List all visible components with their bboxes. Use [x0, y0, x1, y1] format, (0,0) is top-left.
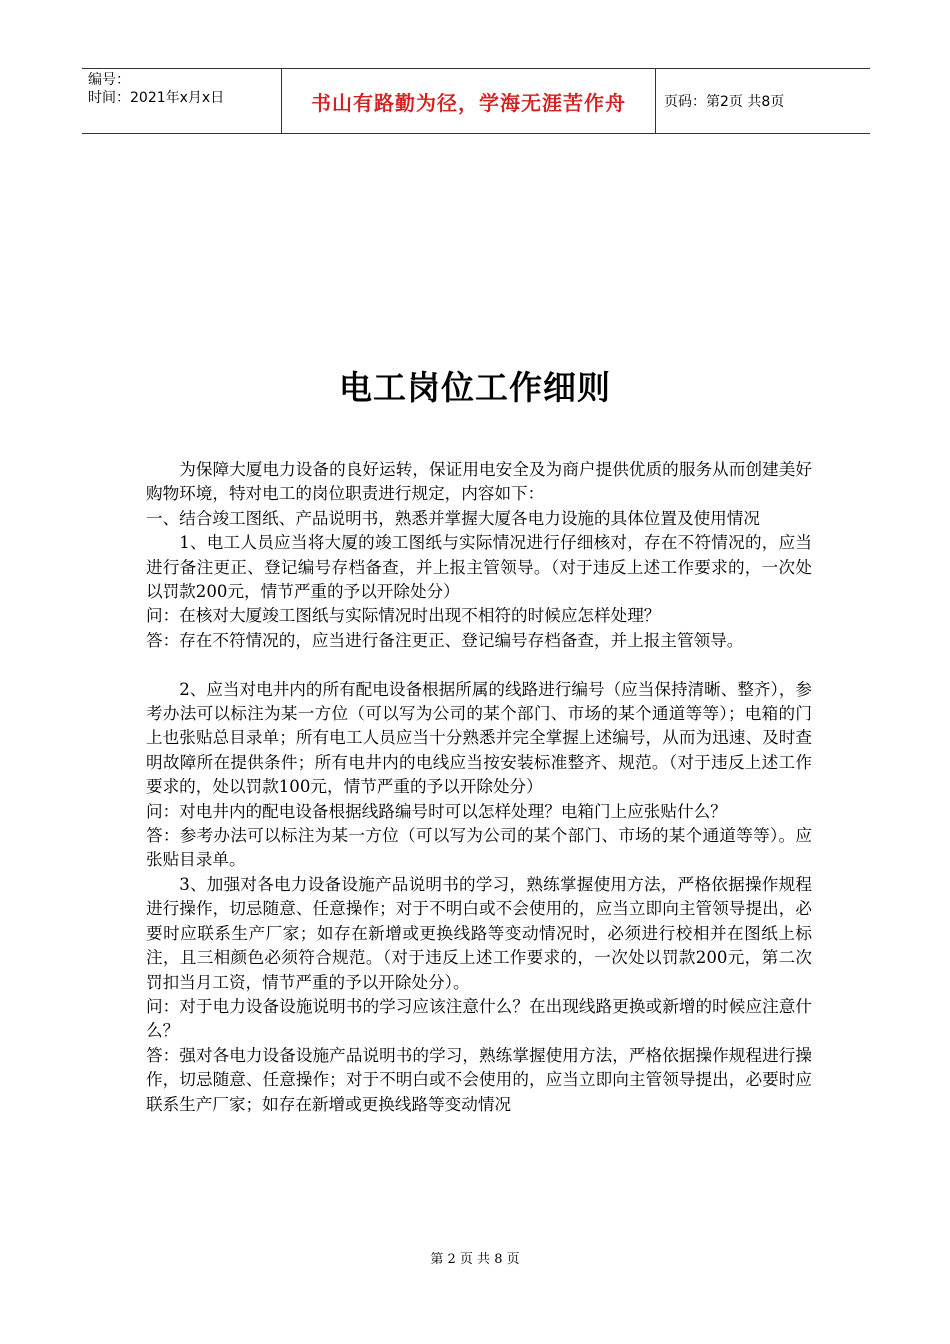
paragraph: 问：对电井内的配电设备根据线路编号时可以怎样处理？电箱门上应张贴什么？: [146, 801, 727, 821]
paragraph: 一、结合竣工图纸、产品说明书，熟悉并掌握大厦各电力设施的具体位置及使用情况: [146, 508, 760, 528]
paragraph: 3、加强对各电力设备设施产品说明书的学习，熟练掌握使用方法，严格依据操作规程进行操作，切忌随意、任意操作；对于不明白或不会使用的，应当立即向主管领导提出，必要时应联系生产厂家；如存在新增或更换线路等变动情况时，必须进行校相并在图纸上标注，且三相颜色必须符合规范。（对于违反上述工作要求的，一次处以罚款200元，第二次罚扣当月工资，情节严重的予以开除处分）。: [146, 874, 812, 992]
paragraph: 答：存在不符情况的，应当进行备注更正、登记编号存档备查，并上报主管领导。: [146, 630, 744, 650]
paragraph: [146, 653, 812, 677]
page-footer: 第 2 页 共 8 页: [430, 1252, 520, 1267]
date-label: 时间：2021年x月x日: [88, 90, 225, 106]
page-header: [82, 68, 870, 134]
paragraph: 为保障大厦电力设备的良好运转，保证用电安全及为商户提供优质的服务从而创建美好购物环境，特对电工的岗位职责进行规定，内容如下：: [146, 460, 812, 504]
paragraph: 1、电工人员应当将大厦的竣工图纸与实际情况进行仔细核对，存在不符情况的，应当进行备注更正、登记编号存档备查，并上报主管领导。（对于违反上述工作要求的，一次处以罚款200元，情节严重的予以开除处分）: [146, 533, 812, 602]
document-title: 电工岗位工作细则: [339, 368, 611, 407]
code-label: 编号：: [88, 72, 130, 88]
header-meta: [82, 69, 282, 133]
paragraph: 2、应当对电井内的所有配电设备根据所属的线路进行编号（应当保持清晰、整齐），参考办法可以标注为某一方位（可以写为公司的某个部门、市场的某个通道等等）；电箱的门上也张贴总目录单；所有电工人员应当十分熟悉并完全掌握上述编号，从而为迅速、及时查明故障所在提供条件；所有电井内的电线应当按安装标准整齐、规范。（对于违反上述工作要求的，处以罚款100元，情节严重的予以开除处分）: [146, 679, 813, 797]
document-body: [146, 458, 812, 1117]
header-page-info: 页码：第2页 共8页: [664, 94, 785, 110]
paragraph: 答：强对各电力设备设施产品说明书的学习，熟练掌握使用方法，严格依据操作规程进行操作，切忌随意、任意操作；对于不明白或不会使用的，应当立即向主管领导提出，必要时应联系生产厂家；如存在新增或更换线路等变动情况: [146, 1045, 812, 1114]
paragraph: 问：在核对大厦竣工图纸与实际情况时出现不相符的时候应怎样处理？: [146, 606, 661, 626]
paragraph: 问：对于电力设备设施说明书的学习应该注意什么？在出现线路更换或新增的时候应注意什么？: [146, 996, 812, 1041]
paragraph: 答：参考办法可以标注为某一方位（可以写为公司的某个部门、市场的某个通道等等）。应张贴目录单。: [146, 826, 812, 870]
header-motto: 书山有路勤为径，学海无涯苦作舟: [282, 69, 656, 133]
